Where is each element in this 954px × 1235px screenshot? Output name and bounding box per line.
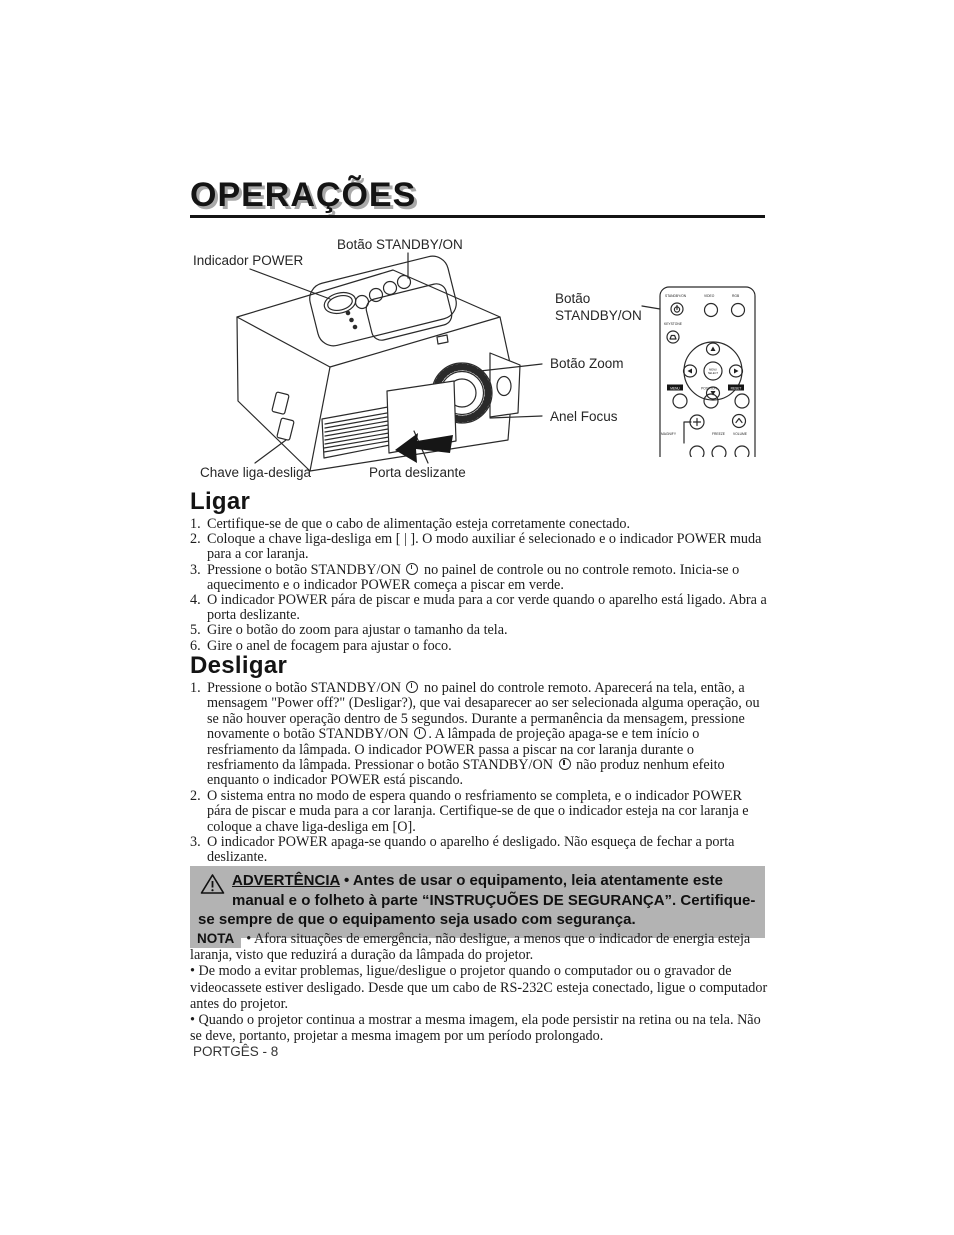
page-footer: PORTGÊS - 8 (193, 1044, 279, 1059)
list-item: 3. O indicador POWER apaga-se quando o aparelho é desligado. Não esqueça de fechar a porta deslizante. (190, 834, 735, 866)
panel-button (370, 289, 383, 302)
remote-magnify-label: MAGNIFY (661, 432, 677, 436)
remote-menu-label: MENU (670, 386, 680, 391)
note-item: • De modo a evitar problemas, ligue/desligue o projetor quando o computador ou o gravador de videocassete estiver desligado. Desde que um cabo de RS-232C esteja conectado, ligue o computador antes do projetor. (190, 963, 768, 1012)
panel-button (356, 296, 369, 309)
power-symbol-icon (406, 563, 418, 575)
power-symbol-icon (414, 727, 426, 739)
list-item: 5. Gire o botão do zoom para ajustar o tamanho da tela. (190, 622, 508, 639)
title-divider (190, 215, 765, 218)
remote-reset-label: RESET (730, 386, 742, 391)
desligar-steps (190, 681, 768, 866)
section-heading-ligar: Ligar (190, 488, 251, 515)
warning-triangle-icon (200, 873, 225, 895)
list-item: 1. Certifique-se de que o cabo de alimentação esteja corretamente conectado. (190, 516, 631, 532)
remote-position-label: POSITION (701, 386, 717, 391)
warning-box (190, 866, 765, 938)
note-item: NOTA • Afora situações de emergência, não desligue, a menos que o indicador de energia esteja laranja, visto que reduzirá a duração da lâmpada do projetor. (190, 931, 751, 964)
remote-keystone-label: KEYSTONE (664, 322, 682, 326)
remote-volume-label: VOLUME (733, 432, 747, 436)
remote-reset-button (735, 394, 749, 408)
label-standby-top: Botão STANDBY/ON (337, 237, 463, 252)
label-standby-right: Botão STANDBY/ON (555, 291, 642, 323)
remote-control-illustration (658, 285, 758, 457)
label-focus: Anel Focus (550, 409, 618, 424)
power-indicator-lamp (322, 289, 358, 316)
svg-text:SELECT: SELECT (707, 372, 719, 376)
list-item: 2. Coloque a chave liga-desliga em [ | ]. O modo auxiliar é selecionado e o indicador POWER muda para a cor laranja. (190, 531, 762, 563)
remote-video-label: VIDEO (704, 294, 715, 298)
remote-freeze-label: FREEZE (712, 432, 726, 436)
list-item: 3. Pressione o botão STANDBY/ON no painel de controle ou no controle remoto. Inicia-se o aquecimento e o indicador POWER começa a piscar em verde. (190, 561, 740, 593)
panel-button (384, 282, 397, 295)
remote-video-button (705, 304, 718, 317)
remote-position-button (704, 394, 718, 408)
warning-text: • Antes de usar o equipamento, leia atentamente este manual e o folheto à parte “INSTRUÇUÕES DE SEGURANÇA”. Certifique-se sempre de que o equipamento seja usado com segurança. (198, 872, 756, 928)
power-switch (272, 392, 294, 441)
remote-rgb-label: RGB (732, 294, 740, 298)
list-item: 6. Gire o anel de focagem para ajustar o foco. (190, 637, 452, 654)
list-item: 1. Pressione o botão STANDBY/ON no painel do controle remoto. Aparecerá na tela, então, a mensagem "Power off?" (Desligar?), que vai desaparecer ao ser selecionada alguma operação, ou se não houver operação dentro de 5 segundos. Durante a permanência da mensagem, pressione novamente o botão STANDBY/ON . A lâmpada de projeção apaga-se e tem início o resfriamento da lâmpada. O indicador POWER passa a piscar na cor laranja durante o resfriamento da lâmpada. Pressionar o botão STANDBY/ON não produz nenhum efeito enquanto o indicador POWER está piscando. (190, 680, 760, 789)
page-title: OPERAÇÕES (190, 176, 417, 214)
remote-freeze-button (712, 446, 726, 457)
remote-rgb-button (732, 304, 745, 317)
warning-label: ADVERTÊNCIA (232, 872, 340, 889)
power-symbol-icon (406, 681, 418, 693)
remote-volume-up-button (733, 415, 746, 428)
section-heading-desligar: Desligar (190, 652, 288, 679)
label-power-indicator: Indicador POWER (193, 253, 304, 268)
list-item: 2. O sistema entra no modo de espera quando o resfriamento se completa, e o indicador POWER pára de piscar e muda para a cor laranja. Certifique-se de que o indicador esteja na cor laranja e coloque a chave liga-desliga em [O]. (190, 787, 749, 835)
remote-menu-select-label: MENU (709, 368, 717, 372)
label-zoom: Botão Zoom (550, 356, 624, 371)
note-item: • Quando o projetor continua a mostrar a mesma imagem, ela pode persistir na retina ou na tela. Não se deve, portanto, projetar a mesma imagem por um período prolongado. (190, 1012, 761, 1045)
nota-chip: NOTA (190, 930, 241, 948)
list-item: 4. O indicador POWER pára de piscar e muda para a cor verde quando o aparelho está ligado. Abra a porta deslizante. (190, 592, 767, 624)
note-block (190, 931, 772, 1044)
power-symbol-icon (559, 758, 571, 770)
remote-keystone-button (667, 331, 679, 343)
ligar-steps (190, 517, 768, 654)
remote-menu-button (673, 394, 687, 408)
label-sliding-door: Porta deslizante (369, 465, 466, 480)
remote-standby-label: STANDBY/ON (665, 294, 687, 298)
remote-volume-down-button (735, 446, 749, 457)
projector-diagram (0, 230, 954, 492)
label-power-switch: Chave liga-desliga (200, 465, 312, 480)
